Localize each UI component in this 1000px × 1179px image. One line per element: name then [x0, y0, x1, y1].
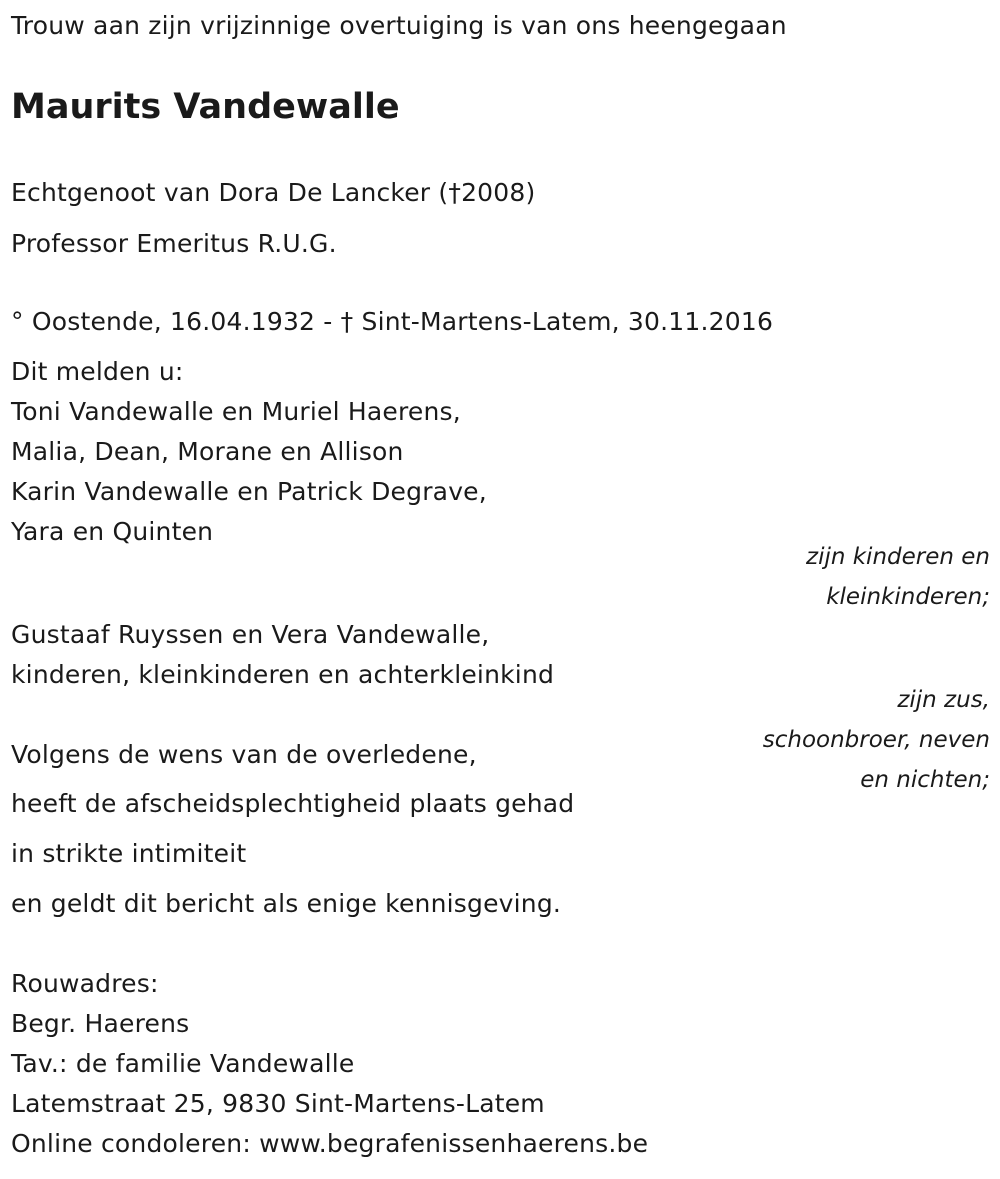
sibling-relation-line: en nichten;	[860, 767, 990, 793]
ceremony-line: heeft de afscheidsplechtigheid plaats gehad	[11, 789, 575, 818]
ceremony-line: Volgens de wens van de overledene,	[11, 740, 477, 769]
sibling-relation	[763, 680, 990, 800]
children-line: Toni Vandewalle en Muriel Haerens,	[11, 397, 461, 426]
children-relation-line: kleinkinderen;	[826, 584, 990, 610]
condolence-line: Online condoleren: www.begrafenissenhaerens.be	[11, 1129, 649, 1158]
ceremony-line: in strikte intimiteit	[11, 839, 247, 868]
children-relation	[806, 537, 990, 617]
sibling-relation-line: schoonbroer, neven	[762, 727, 990, 753]
ceremony-line: en geldt dit bericht als enige kennisgeving.	[11, 889, 562, 918]
sibling-line: Gustaaf Ruyssen en Vera Vandewalle,	[11, 620, 490, 649]
address-line: Tav.: de familie Vandewalle	[11, 1049, 355, 1078]
spouse-line: Echtgenoot van Dora De Lancker (†2008)	[11, 178, 536, 207]
sibling-line: kinderen, kleinkinderen en achterkleinkind	[11, 660, 555, 689]
children-relation-line: zijn kinderen en	[806, 544, 990, 570]
address-heading: Rouwadres:	[11, 969, 159, 998]
deceased-name: Maurits Vandewalle	[11, 87, 400, 127]
sibling-relation-line: zijn zus,	[897, 687, 990, 713]
announcers-heading: Dit melden u:	[11, 357, 184, 386]
children-line: Karin Vandewalle en Patrick Degrave,	[11, 477, 487, 506]
profession-line: Professor Emeritus R.U.G.	[11, 229, 337, 258]
intro-text: Trouw aan zijn vrijzinnige overtuiging is van ons heengegaan	[11, 11, 787, 40]
children-line: Yara en Quinten	[11, 517, 214, 546]
children-line: Malia, Dean, Morane en Allison	[11, 437, 404, 466]
birth-death-line: ° Oostende, 16.04.1932 - † Sint-Martens-Latem, 30.11.2016	[11, 307, 774, 336]
address-line: Latemstraat 25, 9830 Sint-Martens-Latem	[11, 1089, 545, 1118]
address-line: Begr. Haerens	[11, 1009, 190, 1038]
